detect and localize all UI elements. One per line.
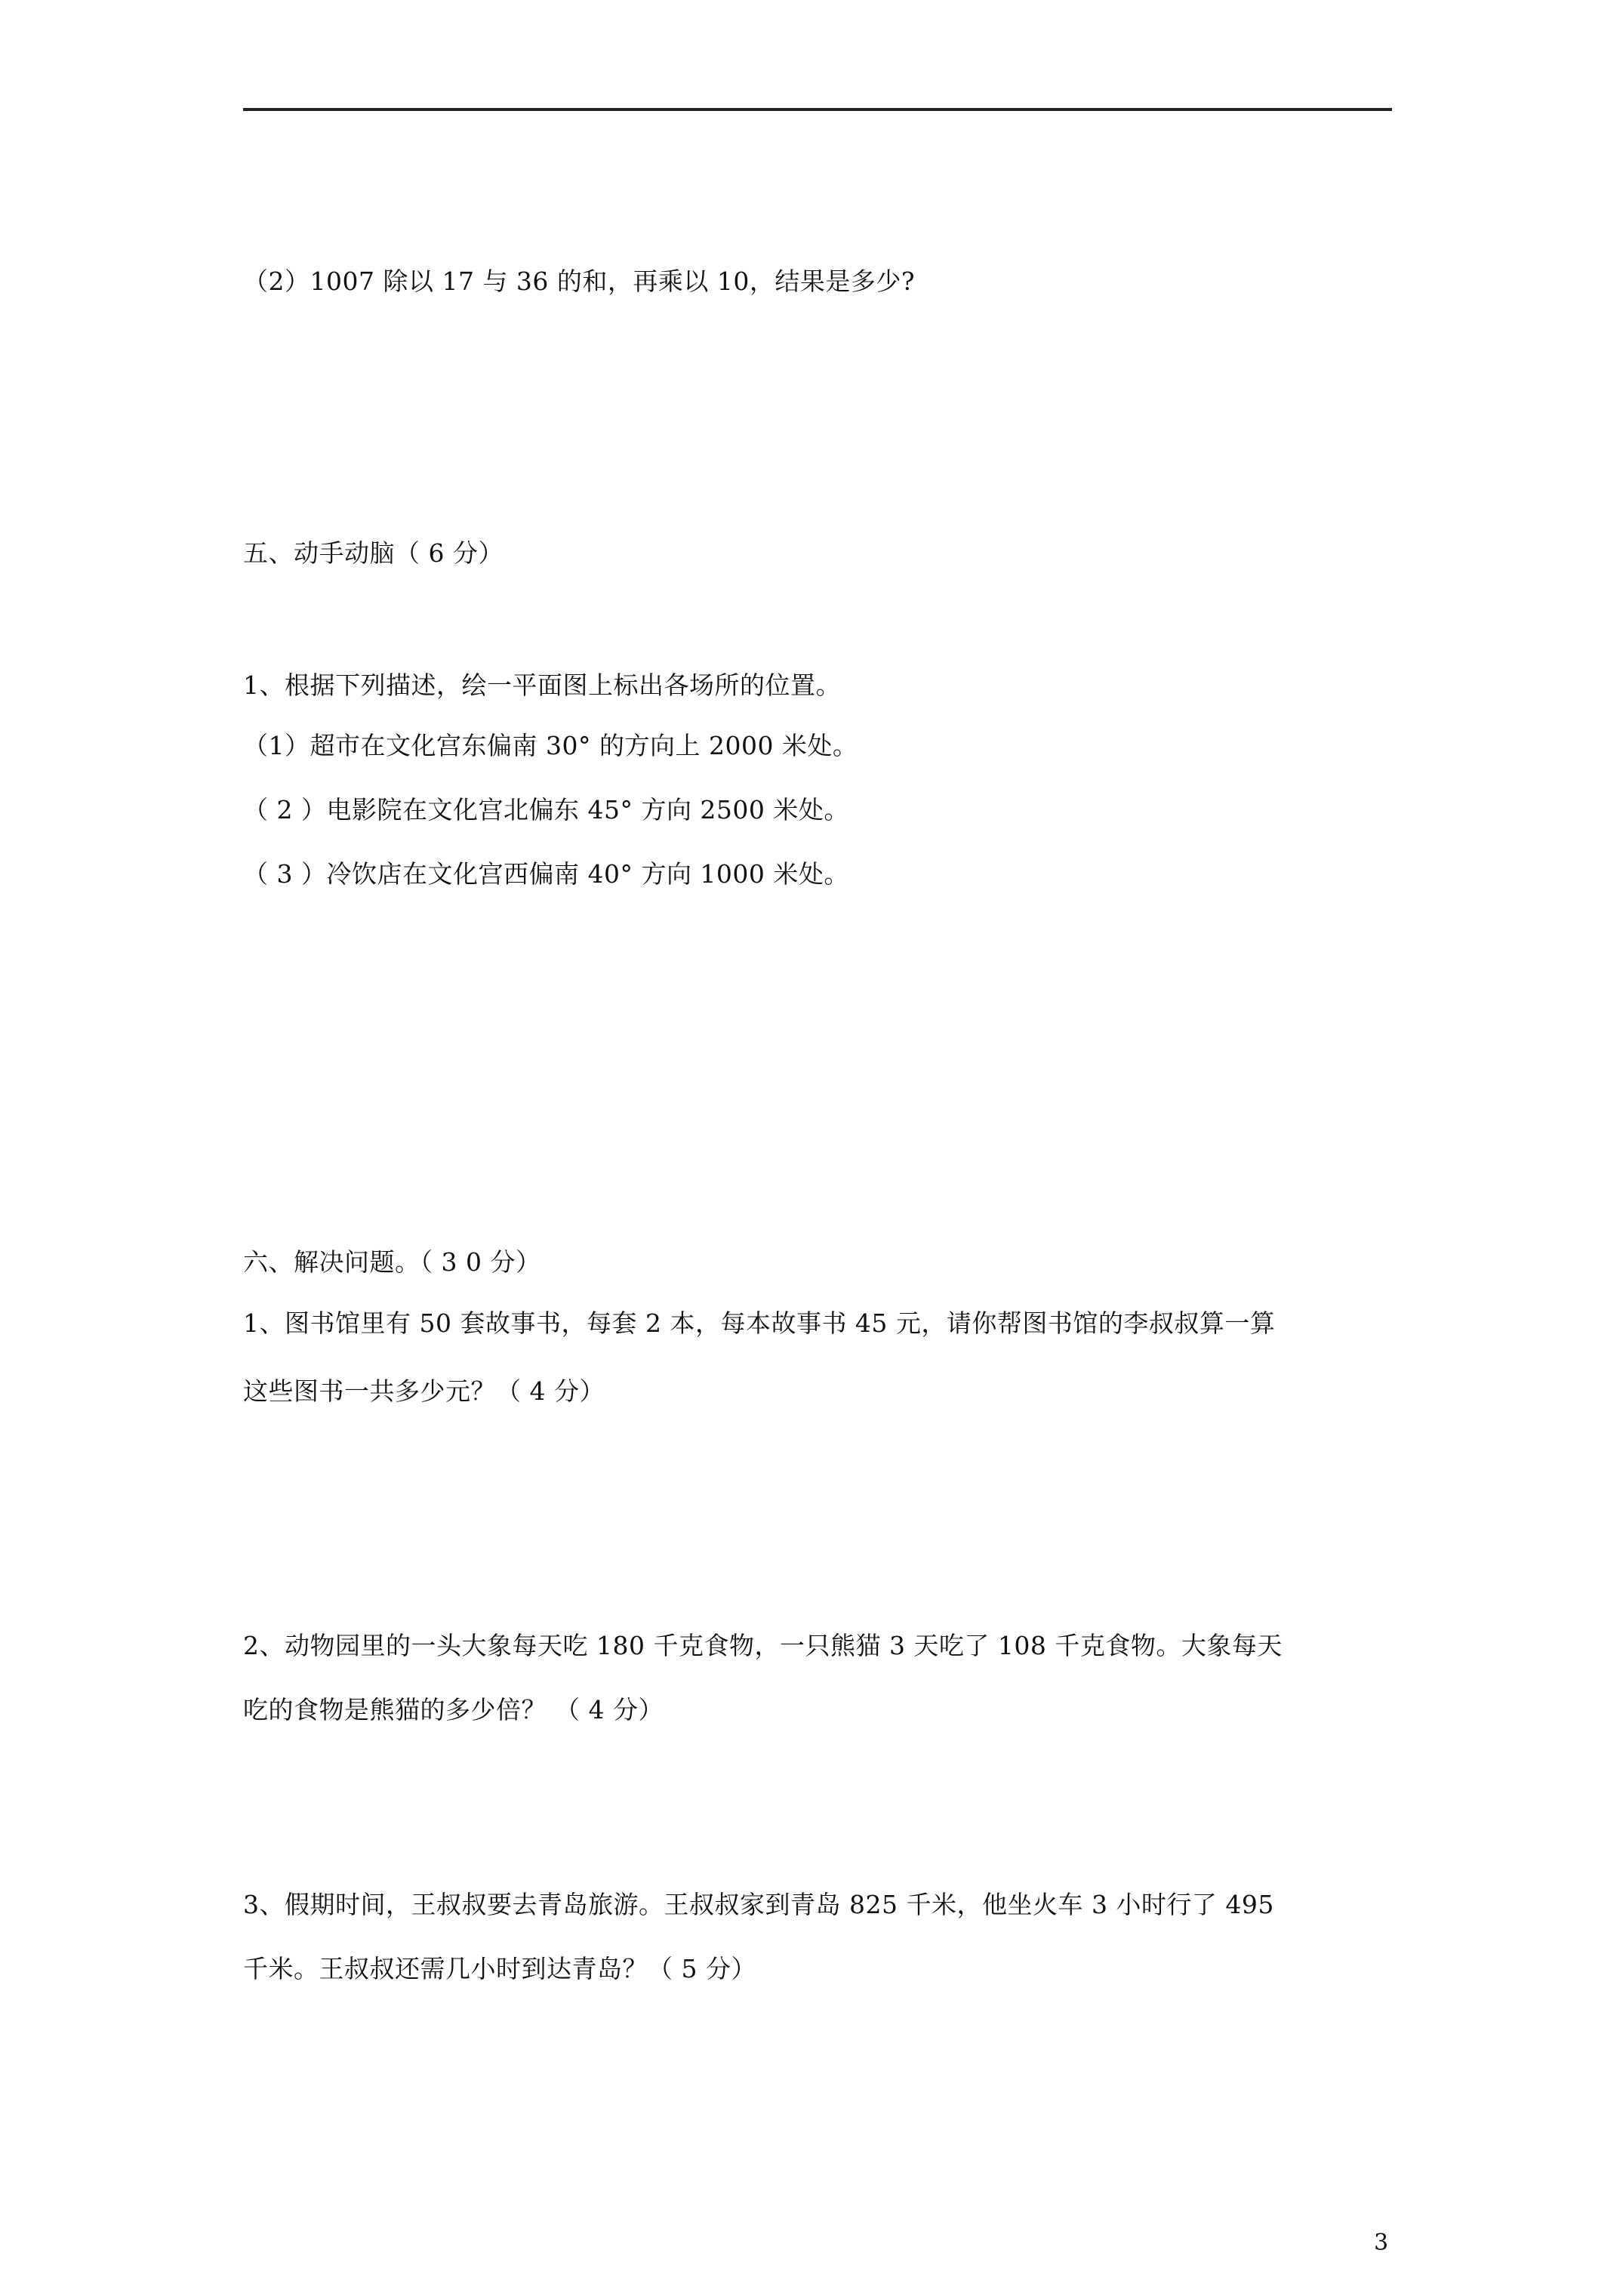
section5-q1-prompt: 1、根据下列描述，绘一平面图上标出各场所的位置。 [243,670,841,700]
section6-q1-line1: 1、图书馆里有 50 套故事书，每套 2 本，每本故事书 45 元，请你帮图书馆的李叔叔算一算 [243,1308,1276,1338]
section5-heading: 五、动手动脑（ 6 分） [243,538,504,568]
section5-q1-item-2: （ 2 ）电影院在文化宫北偏东 45° 方向 2500 米处。 [243,795,849,824]
header-rule [243,108,1392,111]
section6-heading: 六、解决问题。（ 3 0 分） [243,1247,541,1277]
section4-item2: （2）1007 除以 17 与 36 的和，再乘以 10，结果是多少? [243,267,916,296]
section5-q1-item-1: （1）超市在文化宫东偏南 30° 的方向上 2000 米处。 [243,731,858,760]
section6-q1-line2: 这些图书一共多少元？（ 4 分） [243,1376,605,1406]
page-number: 3 [1374,2230,1389,2256]
section6-q2-line1: 2、动物园里的一头大象每天吃 180 千克食物，一只熊猫 3 天吃了 108 千克食物。大象每天 [243,1631,1283,1660]
section6-q3-line1: 3、假期时间，王叔叔要去青岛旅游。王叔叔家到青岛 825 千米，他坐火车 3 小时行了 495 [243,1890,1274,1919]
section6-q2-line2: 吃的食物是熊猫的多少倍？ （ 4 分） [243,1695,664,1724]
section5-q1-item-3: （ 3 ）冷饮店在文化宫西偏南 40° 方向 1000 米处。 [243,859,849,889]
section6-q3-line2: 千米。王叔叔还需几小时到达青岛？（ 5 分） [243,1954,756,1983]
